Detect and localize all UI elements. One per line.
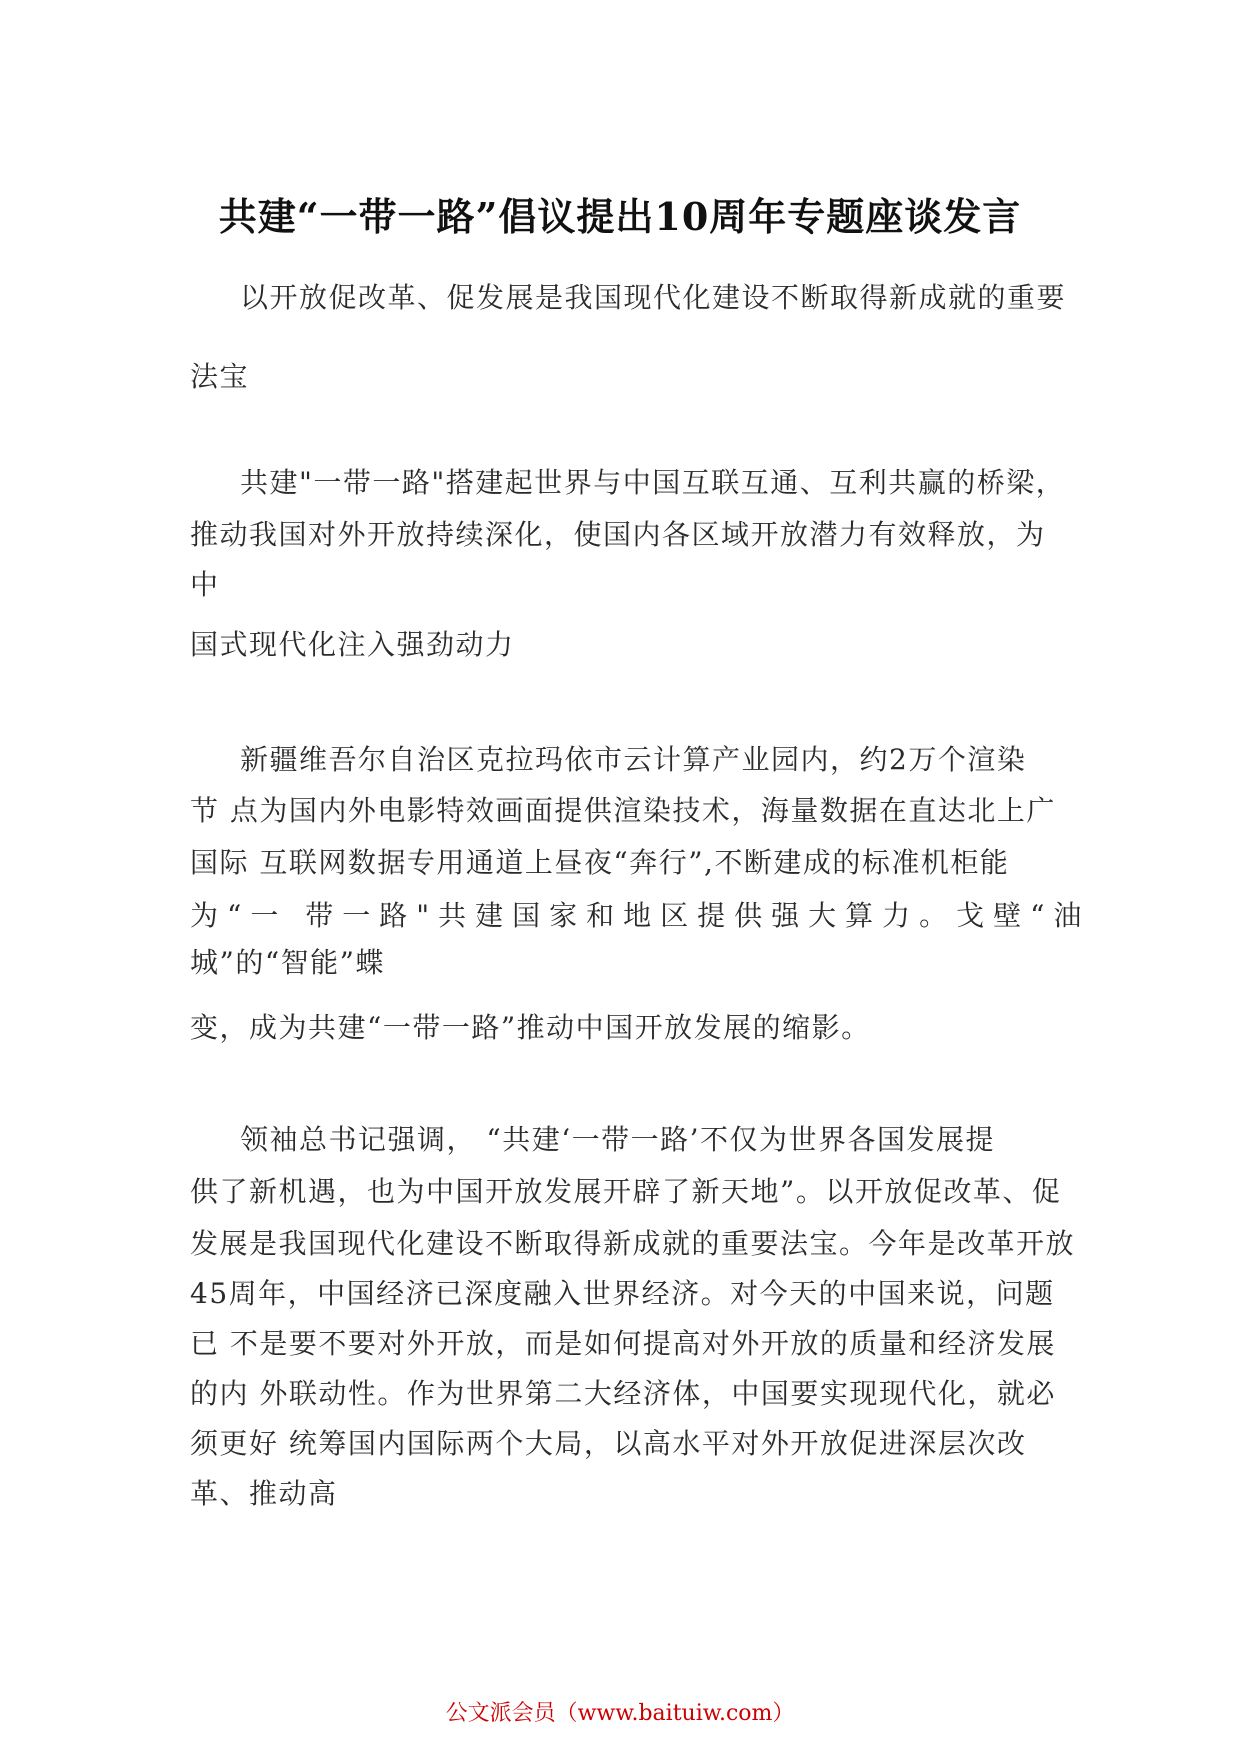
paragraph-line: 革、推动高 bbox=[190, 1477, 338, 1510]
paragraph-line: 供了新机遇，也为中国开放发展开辟了新天地”。以开放促改革、促 bbox=[190, 1175, 1062, 1208]
paragraph-line: 领袖总书记强调， “共建‘一带一路’不仅为世界各国发展提 bbox=[240, 1123, 996, 1156]
paragraph-line: 发展是我国现代化建设不断取得新成就的重要法宝。今年是改革开放 bbox=[190, 1227, 1076, 1260]
paragraph-line: 国际 互联网数据专用通道上昼夜“奔行”,不断建成的标准机柜能 bbox=[190, 846, 1010, 879]
paragraph-line: 变，成为共建“一带一路”推动中国开放发展的缩影。 bbox=[190, 1011, 871, 1044]
paragraph-line: 的内 外联动性。作为世界第二大经济体，中国要实现现代化，就必 bbox=[190, 1377, 1056, 1410]
paragraph-line: 中 bbox=[190, 568, 220, 601]
paragraph-line: 须更好 统筹国内国际两个大局，以高水平对外开放促进深层次改 bbox=[190, 1427, 1027, 1460]
paragraph-line: 新疆维吾尔自治区克拉玛依市云计算产业园内，约2万个渲染 bbox=[240, 743, 1027, 776]
paragraph-line: 节 点为国内外电影特效画面提供渲染技术，海量数据在直达北上广 bbox=[190, 794, 1056, 827]
footer-watermark-link[interactable]: 公文派会员（www.baituiw.com） bbox=[445, 1701, 795, 1726]
paragraph-line: 为“一 带一路"共建国家和地区提供强大算力。戈壁“油 bbox=[190, 899, 1091, 932]
document-title: 共建“一带一路”倡议提出10周年专题座谈发言 bbox=[218, 194, 1022, 239]
paragraph-line: 法宝 bbox=[190, 360, 250, 393]
paragraph-line: 城”的“智能”蝶 bbox=[190, 946, 385, 979]
paragraph-line: 45周年，中国经济已深度融入世界经济。对今天的中国来说，问题 bbox=[190, 1277, 1055, 1310]
paragraph-line: 共建"一带一路"搭建起世界与中国互联互通、互利共赢的桥梁， bbox=[240, 466, 1066, 499]
paragraph-line: 推动我国对外开放持续深化，使国内各区域开放潜力有效释放，为 bbox=[190, 518, 1046, 551]
paragraph-line: 已 不是要不要对外开放，而是如何提高对外开放的质量和经济发展 bbox=[190, 1327, 1056, 1360]
paragraph-line: 以开放促改革、促发展是我国现代化建设不断取得新成就的重要 bbox=[240, 281, 1067, 314]
paragraph-line: 国式现代化注入强劲动力 bbox=[190, 628, 515, 661]
